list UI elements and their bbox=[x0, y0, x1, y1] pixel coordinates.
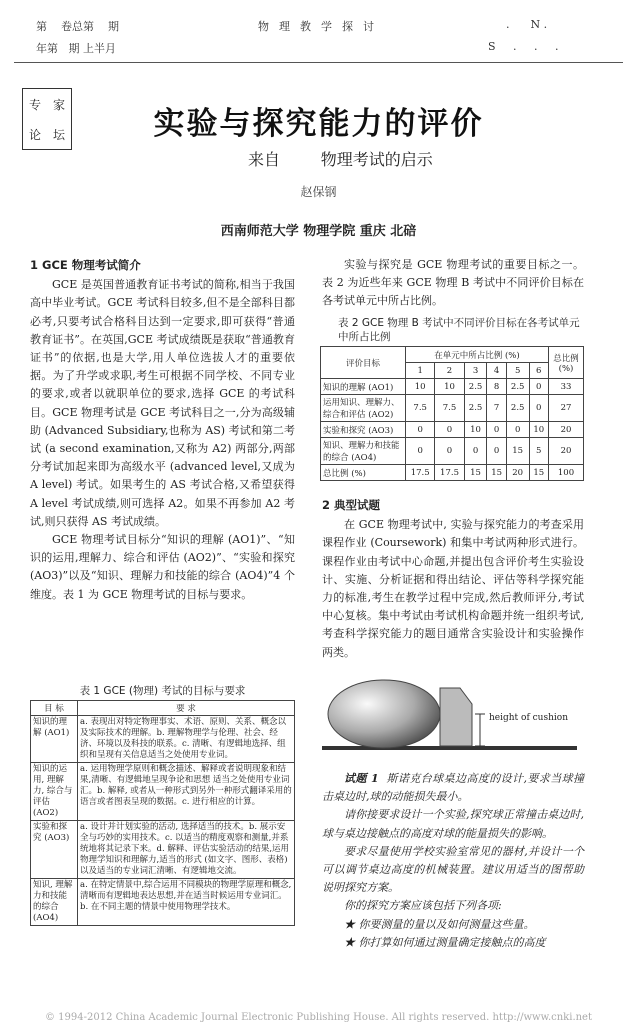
table-header: 2 bbox=[435, 363, 464, 379]
figure-label: height of cushion bbox=[489, 713, 568, 723]
table-cell: 0 bbox=[406, 438, 435, 465]
table-cell: 实验和探究 (AO3) bbox=[31, 821, 78, 879]
table-cell: 20 bbox=[549, 438, 584, 465]
journal-name: 物 理 教 学 探 讨 bbox=[258, 20, 375, 33]
table-cell: 20 bbox=[506, 465, 529, 481]
table-cell: 7.5 bbox=[406, 395, 435, 422]
paragraph: 请你接要求设计一个实验,探究球正常撞击桌边时,球与桌边接触点的高度对球的能量损失的影响。 bbox=[322, 808, 584, 840]
table-cell: 27 bbox=[549, 395, 584, 422]
table-row bbox=[321, 422, 584, 438]
question-1 bbox=[322, 770, 584, 952]
table-row bbox=[31, 763, 295, 821]
table-header: 在单元中所占比例 (%) bbox=[406, 347, 549, 363]
table-1-caption: 表 1 GCE (物理) 考试的目标与要求 bbox=[79, 685, 246, 697]
table-cell: a. 设计并计划实验的活动, 选择适当的技术。b. 展示安全与巧妙的实用技术。c. 以适当的精度观察和测量,并系统地将其记录下来。d. 解释、评估实验活动的结果,运用物理学知识和理解力,适当的形式 (如文字、图形、表格) 以及适当的专业词汇清晰、有逻辑地交流。 bbox=[78, 821, 295, 879]
table-header: 总比例 (%) bbox=[549, 347, 584, 379]
table-row bbox=[31, 821, 295, 879]
table-1 bbox=[30, 684, 295, 926]
table-cell: 15 bbox=[506, 438, 529, 465]
table-cell: 10 bbox=[435, 379, 464, 395]
table-cell: 0 bbox=[464, 438, 487, 465]
journal-code: . N . bbox=[506, 18, 548, 31]
table-header: 目 标 bbox=[31, 701, 78, 716]
column-tag-char: 论 bbox=[28, 127, 41, 142]
table-header: 要 求 bbox=[78, 701, 295, 716]
table-header: 5 bbox=[506, 363, 529, 379]
paragraph: 实验与探究是 GCE 物理考试的重要目标之一。表 2 为近些年来 GCE 物理 B 考试中不同评价目标在各考试单元中所占比例。 bbox=[322, 258, 584, 308]
bullet-item: ★ 你要测量的量以及如何测量这些量。 bbox=[344, 917, 535, 931]
table-cell: 2.5 bbox=[506, 379, 529, 395]
table-cell: 17.5 bbox=[406, 465, 435, 481]
author: 赵保钢 bbox=[300, 185, 337, 199]
table-cell: 0 bbox=[406, 422, 435, 438]
bullet-item: ★ 你打算如何通过测量确定接触点的高度 bbox=[344, 935, 546, 949]
column-tag-char: 坛 bbox=[52, 127, 65, 142]
table-cell: 15 bbox=[529, 465, 548, 481]
table-cell: 知识的理解 (AO1) bbox=[31, 716, 78, 763]
column-tag-char: 专 bbox=[28, 97, 41, 112]
table-cell: 10 bbox=[464, 422, 487, 438]
table-cell: 总比例 (%) bbox=[321, 465, 406, 481]
table-2 bbox=[320, 316, 584, 481]
affiliation: 西南师范大学 物理学院 重庆 北碚 bbox=[220, 224, 417, 239]
table-cell: 0 bbox=[506, 422, 529, 438]
table-cell: 15 bbox=[464, 465, 487, 481]
header-rule bbox=[14, 62, 623, 63]
question-1-title: 试题 1 bbox=[344, 772, 379, 785]
ball bbox=[328, 680, 440, 748]
table-cell: 17.5 bbox=[435, 465, 464, 481]
table-cell: 0 bbox=[487, 422, 506, 438]
table-2-grid bbox=[320, 346, 584, 481]
table-cell: 10 bbox=[406, 379, 435, 395]
table-row bbox=[321, 395, 584, 422]
table-cell: a. 运用物理学原则和概念描述、解释或者说明现象和结果,清晰、有逻辑地呈现争论和思想 适当之处使用专业词汇。b. 解释, 或者从一种形式到另外一种形式翻译采用的语言或者图表呈现的数据。c. 进行相应的计算。 bbox=[78, 763, 295, 821]
table-cell: 2.5 bbox=[464, 395, 487, 422]
table-row bbox=[321, 379, 584, 395]
journal-volume-line: 第 卷总第 期 bbox=[36, 20, 119, 33]
article-subtitle: 来自 物理考试的启示 bbox=[248, 150, 433, 169]
table-header: 4 bbox=[487, 363, 506, 379]
question-1-text: 斯诺克台球桌边高度的设计,要求当球撞击桌边时,球的动能损失最小。 bbox=[322, 772, 585, 804]
table-cell: 15 bbox=[487, 465, 506, 481]
table-cell: 8 bbox=[487, 379, 506, 395]
table-cell: 7 bbox=[487, 395, 506, 422]
table-2-caption: 表 2 GCE 物理 B 考试中不同评价目标在各考试单元中所占比例 bbox=[338, 317, 580, 343]
table-cell: 知识、理解力和技能的综合 (AO4) bbox=[321, 438, 406, 465]
paragraph: 你的探究方案应该包括下列各项: bbox=[344, 899, 502, 913]
table-surface bbox=[322, 746, 577, 750]
table-cell: 0 bbox=[435, 422, 464, 438]
table-cell: 7.5 bbox=[435, 395, 464, 422]
table-header: 6 bbox=[529, 363, 548, 379]
column-tag-char: 家 bbox=[52, 97, 65, 112]
table-row bbox=[321, 465, 584, 481]
paragraph: 在 GCE 物理考试中, 实验与探究能力的考查采用课程作业 (Coursework) 和集中考试两种形式进行。课程作业由考试中心命题,并提出包含评价考生实验设计、实施、分析证据和得出结论、评估等科学探究能力的标准,考生在教学过程中完成,然后教师评分,考试中心复核。集中考试由考试机构命题并统一组织考试,考查科学探究能力的题目通常含实验设计和实验操作两类。 bbox=[322, 518, 584, 659]
table-cell: a. 在特定情景中,综合运用不同模块的物理学原理和概念,清晰而有逻辑地表达思想,并在适当时候运用专业词汇。b. 在不同主题的情景中使用物理学技术。 bbox=[78, 879, 295, 926]
table-row bbox=[31, 879, 295, 926]
table-cell: 2.5 bbox=[464, 379, 487, 395]
snooker-ball-figure bbox=[322, 676, 577, 766]
table-header: 3 bbox=[464, 363, 487, 379]
table-cell: 知识的运用, 理解力, 综合与评估 (AO2) bbox=[31, 763, 78, 821]
table-cell: 知识, 理解力和技能的综合 (AO4) bbox=[31, 879, 78, 926]
journal-serial: S . . . bbox=[488, 40, 559, 53]
left-column bbox=[30, 256, 295, 604]
table-1-grid bbox=[30, 700, 295, 926]
table-cell: 运用知识、理解力、综合和评估 (AO2) bbox=[321, 395, 406, 422]
table-cell: 0 bbox=[529, 379, 548, 395]
right-column-top bbox=[322, 256, 584, 311]
journal-issue-line: 年第 期 上半月 bbox=[36, 42, 116, 55]
table-cell: 0 bbox=[529, 395, 548, 422]
section-1-heading: 1 GCE 物理考试简介 bbox=[30, 258, 141, 272]
table-cell: 10 bbox=[529, 422, 548, 438]
table-cell: 0 bbox=[487, 438, 506, 465]
table-cell: 2.5 bbox=[506, 395, 529, 422]
table-cell: 0 bbox=[435, 438, 464, 465]
paragraph: GCE 物理考试目标分“知识的理解 (AO1)”、“知识的运用,理解力、综合和评估 (AO2)”、“实验和探究 (AO3)”以及“知识、理解力和技能的综合 (AO4)”4 个维度。表 1 为 GCE 物理考试的目标与要求。 bbox=[30, 533, 295, 601]
table-cell: 知识的理解 (AO1) bbox=[321, 379, 406, 395]
table-header: 评价目标 bbox=[321, 347, 406, 379]
paragraph: GCE 是英国普通教育证书考试的简称,相当于我国高中毕业考试。GCE 考试科目较多,但不是全部科目都必考,只要考试合格科目达到一定要求,即可获得“普通教育证书”。在英国,GCE 考试成绩既是获取“普通教育证书”的依据,也是大学,用人单位选拔人才的重要依据。为了升学或求职,考生可根据不同学校、不同专业的要求,或者以就职单位的要求,选择 GCE 的考试科目。GCE 物理考试是 GCE 考试科目之一,分为高级辅助 (Advanced Subsidiary,也称为 AS) 考试和第二考试 (a second examination,又称为 A2) 两部分,两部分考试加起来即为高级水平 (advanced level,又成为 A level) 考试。如果考生的 AS 考试合格,又希望获得 A level 考试成绩,则可选择 A2。如果不再参加 A2 考试,则只获得 AS 考试成绩。 bbox=[30, 278, 295, 528]
table-cell: 5 bbox=[529, 438, 548, 465]
copyright-footer: © 1994-2012 China Academic Journal Electronic Publishing House. All rights reserved. http://www.cnki.net bbox=[44, 1012, 592, 1023]
article-title: 实验与探究能力的评价 bbox=[153, 106, 484, 142]
table-cell: 100 bbox=[549, 465, 584, 481]
table-cell: 33 bbox=[549, 379, 584, 395]
section-2-heading: 2 典型试题 bbox=[322, 498, 381, 512]
table-row bbox=[321, 438, 584, 465]
table-row bbox=[31, 716, 295, 763]
table-cell: a. 表现出对特定物理事实、术语、原则、关系、概念以及实际技术的理解。b. 理解物理学与伦理、社会、经济、环境以及科技的联系。c. 清晰、有逻辑地选择、组织和呈现有关信息适当之处使用专业词。 bbox=[78, 716, 295, 763]
table-cell: 20 bbox=[549, 422, 584, 438]
table-header: 1 bbox=[406, 363, 435, 379]
cushion bbox=[440, 688, 472, 746]
table-cell: 实验和探究 (AO3) bbox=[321, 422, 406, 438]
right-column-section-2 bbox=[322, 496, 584, 662]
paragraph: 要求尽量使用学校实验室常见的器材,并设计一个可以调节桌边高度的机械装置。建议用适当的图帮助说明探究方案。 bbox=[322, 844, 584, 895]
